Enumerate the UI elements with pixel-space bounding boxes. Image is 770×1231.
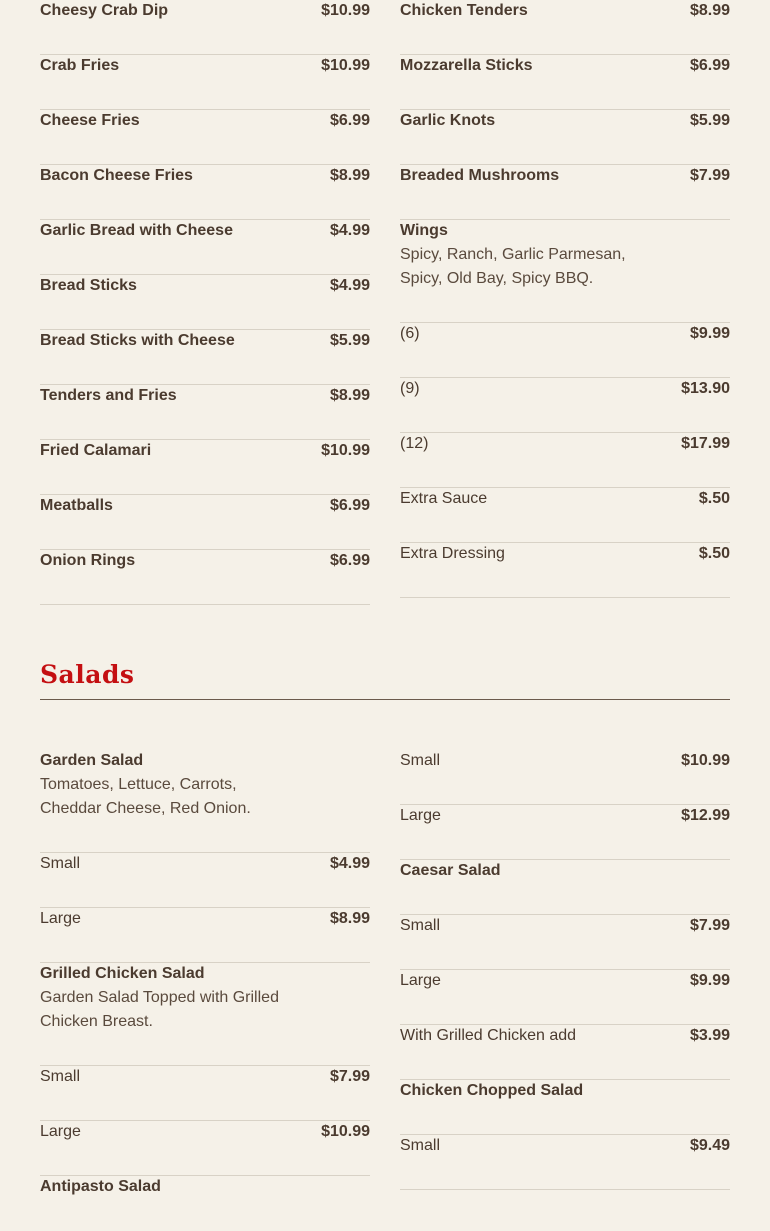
item-price: $6.99 [329, 112, 370, 129]
item-name: Chicken Chopped Salad [400, 1082, 584, 1099]
item-name: Breaded Mushrooms [400, 167, 560, 184]
item-price: $17.99 [681, 435, 730, 452]
item-option: Large [40, 910, 81, 927]
item-price: $7.99 [689, 167, 730, 184]
item-name: Caesar Salad [400, 862, 501, 879]
item-option: With Grilled Chicken add [400, 1027, 577, 1044]
item-price: $.50 [698, 490, 730, 507]
item-option: Small [400, 752, 441, 769]
item-name: Wings [400, 222, 448, 239]
item-price: $10.99 [681, 752, 730, 769]
menu-item [40, 550, 370, 605]
item-price: $6.99 [689, 57, 730, 74]
menu-item [40, 1066, 370, 1121]
menu-item [40, 275, 370, 330]
item-name: Onion Rings [40, 552, 136, 569]
item-price: $7.99 [689, 917, 730, 934]
menu-item [400, 488, 730, 543]
item-price: $4.99 [329, 277, 370, 294]
item-name: Cheesy Crab Dip [40, 2, 169, 19]
item-price: $4.99 [329, 855, 370, 872]
salads-left-column [40, 750, 370, 1231]
menu-item [400, 55, 730, 110]
menu-item [400, 970, 730, 1025]
item-name: Meatballs [40, 497, 113, 514]
item-price: $10.99 [321, 1123, 370, 1140]
item-price: $6.99 [329, 497, 370, 514]
item-name: Garlic Knots [400, 112, 496, 129]
item-name: Chicken Tenders [400, 2, 528, 19]
menu-item-antipasto-salad [40, 1176, 370, 1231]
item-name: Cheese Fries [40, 112, 140, 129]
appetizers-right-column [400, 0, 730, 598]
item-name: Garden Salad [40, 752, 144, 769]
menu-item [40, 110, 370, 165]
item-option: (9) [400, 380, 420, 397]
item-name: Tenders and Fries [40, 387, 177, 404]
item-option: (12) [400, 435, 429, 452]
item-price: $8.99 [689, 2, 730, 19]
menu-item [400, 433, 730, 488]
item-price: $5.99 [329, 332, 370, 349]
item-option: Extra Dressing [400, 545, 505, 562]
item-price: $10.99 [321, 442, 370, 459]
item-option: Small [40, 1068, 81, 1085]
item-price: $.50 [698, 545, 730, 562]
menu-item [40, 330, 370, 385]
menu-item [40, 0, 370, 55]
item-price: $8.99 [329, 910, 370, 927]
menu-item [40, 220, 370, 275]
item-description: Garden Salad Topped with Grilled Chicken Breast. [40, 989, 279, 1030]
item-name: Bread Sticks [40, 277, 137, 294]
item-option: Extra Sauce [400, 490, 488, 507]
item-price: $13.90 [681, 380, 730, 397]
item-price: $3.99 [689, 1027, 730, 1044]
item-option: Small [400, 1137, 441, 1154]
menu-item [40, 908, 370, 963]
item-name: Fried Calamari [40, 442, 152, 459]
menu-item [40, 165, 370, 220]
item-price: $5.99 [689, 112, 730, 129]
item-name: Grilled Chicken Salad [40, 965, 205, 982]
item-option: Large [400, 807, 441, 824]
menu-item [400, 165, 730, 220]
item-price: $7.99 [329, 1068, 370, 1085]
item-price: $9.99 [689, 325, 730, 342]
item-option: Large [400, 972, 441, 989]
menu-item [400, 1025, 730, 1080]
menu-item [40, 385, 370, 440]
salads-right-column [400, 750, 730, 1190]
item-name: Mozzarella Sticks [400, 57, 533, 74]
section-divider [40, 699, 730, 700]
menu-item [40, 440, 370, 495]
menu-item [400, 323, 730, 378]
item-price: $10.99 [321, 57, 370, 74]
menu-item-garden-salad [40, 750, 370, 853]
menu-item [40, 55, 370, 110]
item-name: Bread Sticks with Cheese [40, 332, 235, 349]
item-price: $12.99 [681, 807, 730, 824]
menu-item-chicken-chopped-salad [400, 1080, 730, 1135]
item-name: Garlic Bread with Cheese [40, 222, 233, 239]
item-price: $9.49 [689, 1137, 730, 1154]
menu-item [400, 543, 730, 598]
item-price: $8.99 [329, 167, 370, 184]
menu-item [400, 805, 730, 860]
item-description: Spicy, Ranch, Garlic Parmesan, Spicy, Old Bay, Spicy BBQ. [400, 246, 626, 287]
item-option: Small [400, 917, 441, 934]
menu-item [400, 915, 730, 970]
item-price: $6.99 [329, 552, 370, 569]
menu-item [40, 495, 370, 550]
item-price: $4.99 [329, 222, 370, 239]
item-price: $9.99 [689, 972, 730, 989]
section-title-salads: Salads [40, 660, 135, 689]
item-option: Small [40, 855, 81, 872]
item-name: Bacon Cheese Fries [40, 167, 193, 184]
menu-item-wings [400, 220, 730, 323]
menu-item-caesar-salad [400, 860, 730, 915]
appetizers-left-column [40, 0, 370, 605]
item-price: $8.99 [329, 387, 370, 404]
menu-item [40, 853, 370, 908]
menu-item [400, 0, 730, 55]
menu-item [400, 378, 730, 433]
menu-item [40, 1121, 370, 1176]
item-option: Large [40, 1123, 81, 1140]
item-option: (6) [400, 325, 420, 342]
item-name: Antipasto Salad [40, 1178, 161, 1195]
menu-item-grilled-chicken-salad [40, 963, 370, 1066]
menu-item [400, 110, 730, 165]
item-name: Crab Fries [40, 57, 120, 74]
item-description: Tomatoes, Lettuce, Carrots, Cheddar Cheese, Red Onion. [40, 776, 251, 817]
item-price: $10.99 [321, 2, 370, 19]
menu-item [400, 750, 730, 805]
